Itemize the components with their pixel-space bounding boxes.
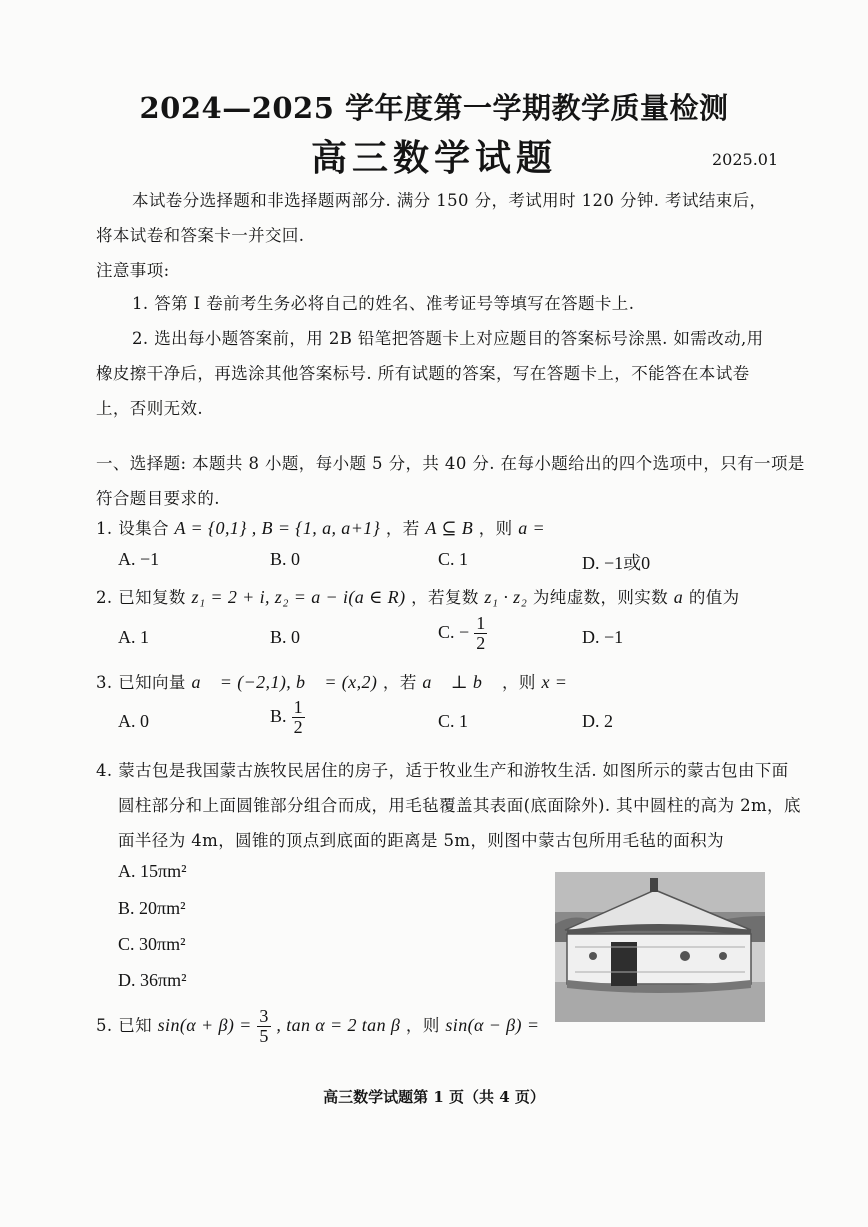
question-3-option-b-label: B.	[270, 705, 287, 726]
question-3-option-a: A. 0	[118, 711, 149, 731]
question-1-sets: A = {0,1} , B = {1, a, a+1}	[174, 518, 381, 538]
question-3-then: ，则	[501, 673, 536, 692]
question-4-option-b: B. 20πm²	[118, 898, 186, 918]
question-2	[96, 584, 740, 608]
question-2-ask: 的值为	[688, 588, 740, 607]
question-1-option-d: D. −1或0	[582, 553, 651, 573]
question-2-option-c-label: C. −	[438, 621, 470, 642]
question-4-line-1: 4. 蒙古包是我国蒙古族牧民居住的房子，适于牧业生产和游牧生活. 如图所示的蒙古包由下面	[96, 761, 789, 780]
question-1-option-c: C. 1	[438, 549, 469, 569]
question-5-number: 5. 已知	[96, 1015, 152, 1035]
question-5-lhs: sin(α + β) =	[157, 1014, 252, 1035]
question-5-condition: , tan α = 2 tan β	[276, 1014, 401, 1035]
section-heading-line-2: 符合题目要求的.	[96, 489, 220, 508]
question-2-option-b: B. 0	[270, 627, 301, 647]
question-2-number: 2. 已知复数	[96, 588, 186, 607]
section-heading-line-1: 一、选择题: 本题共 8 小题，每小题 5 分，共 40 分. 在每小题给出的四个选项中，只有一项是	[96, 454, 805, 473]
question-2-tail: 为纯虚数，则实数	[532, 588, 669, 607]
question-3-option-c: C. 1	[438, 711, 469, 731]
fraction-denominator: 5	[259, 1025, 269, 1046]
note-item-2-line-1: 2. 选出每小题答案前，用 2B 铅笔把答题卡上对应题目的答案标号涂黑. 如需改动,用	[132, 329, 764, 348]
question-5-then: ，则	[405, 1015, 440, 1035]
fraction-numerator: 3	[259, 1006, 269, 1026]
exam-title: 2024—2025 学年度第一学期教学质量检测	[139, 91, 729, 125]
fraction-numerator: 1	[476, 613, 486, 633]
exam-date: 2025.01	[712, 150, 779, 169]
question-1-then: ，则	[478, 519, 513, 538]
fraction-denominator: 2	[476, 632, 486, 653]
question-4-line-3: 面半径为 4m，圆锥的顶点到底面的距离是 5m，则图中蒙古包所用毛毡的面积为	[118, 831, 724, 850]
question-1-connector: ，若	[385, 519, 420, 538]
question-2-option-c-fraction	[474, 614, 487, 653]
question-1-condition: A ⊆ B	[425, 518, 474, 538]
fraction-denominator: 2	[293, 716, 303, 737]
note-item-2-line-2: 橡皮擦干净后，再选涂其他答案标号. 所有试题的答案，写在答题卡上，不能答在本试卷	[96, 364, 750, 383]
question-2-var: a	[673, 587, 684, 607]
question-1-option-a: A. −1	[118, 549, 160, 569]
question-1-number: 1. 设集合	[96, 519, 169, 538]
question-3-vectors: a⃗ = (−2,1), b⃗ = (x,2)	[191, 672, 378, 692]
yurt-illustration	[555, 872, 765, 1022]
note-item-2-line-3: 上，否则无效.	[96, 399, 204, 418]
question-2-connector: ，若复数	[411, 588, 479, 607]
question-1-ask: a =	[518, 518, 546, 538]
notes-heading: 注意事项:	[96, 261, 170, 280]
question-5-fraction	[257, 1007, 270, 1046]
question-3-ask: x =	[541, 672, 568, 692]
fraction-numerator: 1	[293, 697, 303, 717]
question-2-expression: z₁ = 2 + i, z₂ = a − i(a ∈ R)	[191, 587, 406, 607]
question-1-option-b: B. 0	[270, 549, 301, 569]
question-4-line-2: 圆柱部分和上面圆锥部分组合而成，用毛毡覆盖其表面(底面除外). 其中圆柱的高为 2m，底	[118, 796, 801, 815]
question-3-condition: a⃗ ⊥ b⃗	[422, 672, 497, 692]
question-2-option-a: A. 1	[118, 627, 149, 647]
question-3-connector: ，若	[382, 673, 417, 692]
intro-line-1: 本试卷分选择题和非选择题两部分. 满分 150 分，考试用时 120 分钟. 考试结束后，	[132, 191, 767, 210]
question-3-number: 3. 已知向量	[96, 673, 186, 692]
question-4-option-a: A. 15πm²	[118, 861, 187, 881]
question-3	[96, 669, 567, 693]
exam-subject-title: 高三数学试题	[310, 137, 557, 179]
question-5-ask: sin(α − β) =	[445, 1014, 540, 1035]
question-4-option-c: C. 30πm²	[118, 934, 186, 954]
question-3-option-b-fraction	[292, 698, 305, 737]
question-5	[96, 1007, 539, 1046]
question-1	[96, 515, 545, 539]
question-2-product: z₁ · z₂	[484, 587, 528, 607]
question-2-option-d: D. −1	[582, 627, 624, 647]
question-3-option-d: D. 2	[582, 711, 613, 731]
question-4-option-d: D. 36πm²	[118, 970, 187, 990]
intro-line-2: 将本试卷和答案卡一并交回.	[96, 226, 305, 245]
yurt-photo	[555, 872, 765, 1022]
note-item-1: 1. 答第 I 卷前考生务必将自己的姓名、准考证号等填写在答题卡上.	[132, 294, 635, 313]
page-footer: 高三数学试题第 1 页（共 4 页）	[323, 1088, 545, 1106]
question-2-option-c	[438, 614, 487, 653]
question-3-option-b	[270, 698, 305, 737]
